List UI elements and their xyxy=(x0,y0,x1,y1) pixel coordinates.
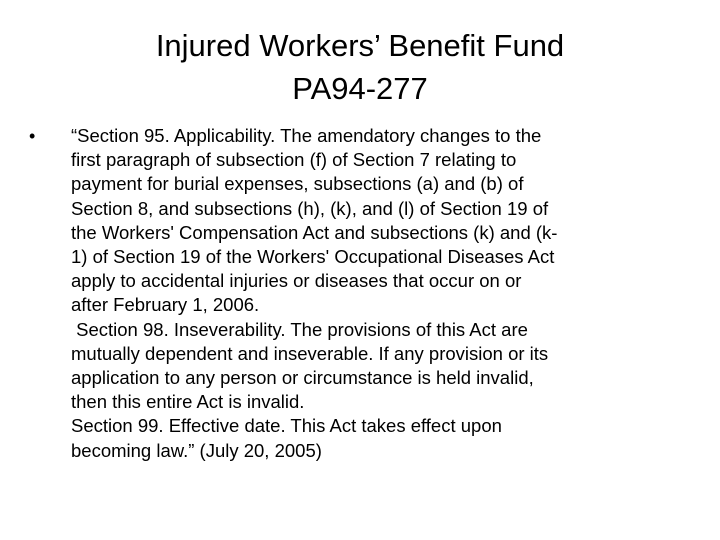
body-line: payment for burial expenses, subsections (a) and (b) of xyxy=(71,173,524,195)
body-line: first paragraph of subsection (f) of Section 7 relating to xyxy=(71,149,517,171)
body-line: after February 1, 2006. xyxy=(71,294,260,316)
body-line: then this entire Act is invalid. xyxy=(71,391,305,413)
body-line: mutually dependent and inseverable. If any provision or its xyxy=(71,342,549,364)
body-line: apply to accidental injuries or diseases that occur on or xyxy=(71,270,522,292)
slide-title xyxy=(40,24,680,110)
body-line: 1) of Section 19 of the Workers' Occupational Diseases Act xyxy=(71,246,555,268)
body-line: the Workers' Compensation Act and subsections (k) and (k- xyxy=(71,221,558,243)
body-text xyxy=(71,124,691,463)
body-line: application to any person or circumstance is held invalid, xyxy=(71,367,534,389)
body-line: “Section 95. Applicability. The amendatory changes to the xyxy=(71,125,542,146)
body-line: Section 99. Effective date. This Act takes effect upon xyxy=(71,415,502,437)
body-line: Section 98. Inseverability. The provisions of this Act are xyxy=(71,318,528,340)
title-line-1: Injured Workers’ Benefit Fund xyxy=(155,28,565,63)
body-line: Section 8, and subsections (h), (k), and (l) of Section 19 of xyxy=(71,197,549,219)
body-line: becoming law.” (July 20, 2005) xyxy=(71,439,322,461)
bullet-icon: • xyxy=(29,126,36,146)
title-line-2: PA94-277 xyxy=(292,71,428,106)
